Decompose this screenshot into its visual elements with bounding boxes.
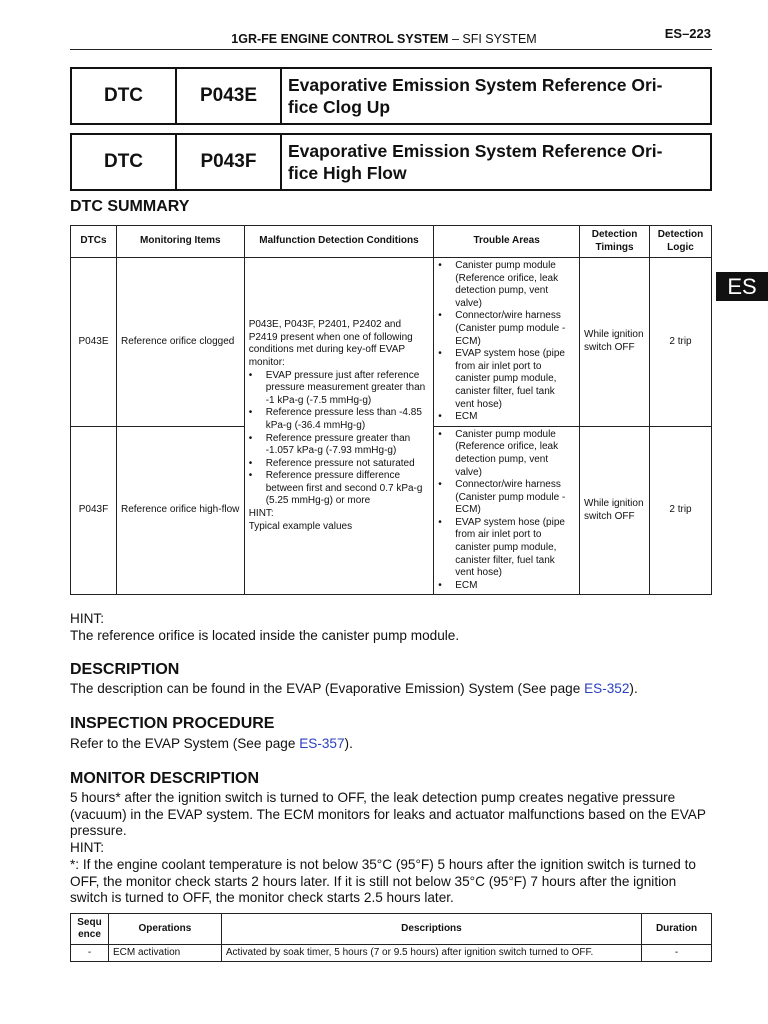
monitor-hint-text: *: If the engine coolant temperature is not below 35°C (95°F) 5 hours after the ignition switch is turned to OFF, the monitor check starts 2 hours later. If it is still not below 35°C (95°F) 7 hours after the ignition switch is turned to OFF, the monitor check starts 2.5 hours later. [70,857,696,905]
inspection-text-part: Refer to the EVAP System (See page [70,736,300,751]
column-header: Operations [108,914,221,945]
page-reference-link[interactable]: ES-352 [584,681,630,696]
hint-text: The reference orifice is located inside the canister pump module. [70,627,460,643]
description-text [70,681,715,698]
page-number: ES–223 [664,26,711,41]
column-header: Detection Timings [580,226,650,258]
dtc-title-box [70,133,712,191]
detection-logic-cell: 2 trip [649,426,711,595]
header-subsection: SFI SYSTEM [462,32,537,46]
dtc-summary-table [70,225,712,595]
column-header: Trouble Areas [434,226,580,258]
trouble-areas-list [438,429,575,593]
description-cell: Activated by soak timer, 5 hours (7 or 9.5 hours) after ignition switch turned to OFF. [221,945,641,962]
list-item: • Reference pressure greater than -1.057 kPa-g (-7.93 mmHg-g) [249,433,430,458]
trouble-areas-cell [434,258,580,427]
dtc-title-line: fice Clog Up [288,97,391,117]
trouble-areas-cell [434,426,580,595]
column-header: Duration [642,914,712,945]
dtc-title-line: Evaporative Emission System Reference Ori- [288,141,663,161]
duration-cell: - [642,945,712,962]
table-header-row [71,226,712,258]
dtc-code: P043E [176,68,281,124]
description-title: DESCRIPTION [70,661,180,678]
header-rule [70,49,712,50]
column-header: Detection Logic [649,226,711,258]
list-item: • Reference pressure not saturated [249,458,430,471]
dtc-code: P043F [176,134,281,190]
hint-block [70,611,715,644]
detection-logic-cell: 2 trip [649,258,711,427]
column-header: DTCs [71,226,117,258]
list-item: • EVAP pressure just after reference pressure measurement greater than -1 kPa-g (-7.5 mmHg-g) [249,370,430,408]
conditions-list [249,370,430,509]
list-item: • Canister pump module (Reference orifice, leak detection pump, vent valve) [438,429,575,479]
dtc-title-line: fice High Flow [288,163,407,183]
column-header: Monitoring Items [116,226,244,258]
inspection-text-part: ). [344,736,353,751]
monitoring-item-cell: Reference orifice clogged [116,258,244,427]
header-dash: – [451,32,459,46]
list-item: • Connector/wire harness (Canister pump module - ECM) [438,479,575,517]
column-header: Descriptions [221,914,641,945]
list-item: • Canister pump module (Reference orifice, leak detection pump, vent valve) [438,260,575,310]
hint-label: HINT: [70,611,104,626]
monitor-text: 5 hours* after the ignition switch is turned to OFF, the leak detection pump creates negative pressure (vacuum) in the EVAP system. The ECM monitors for leaks and actuator malfunctions based on the EVAP pressure. [70,790,706,838]
list-item: • ECM [438,580,575,593]
table-header-row [71,914,712,945]
running-header [0,32,768,46]
dtc-title-box [70,67,712,125]
header-section-title: 1GR-FE ENGINE CONTROL SYSTEM [231,32,449,46]
operation-cell: ECM activation [108,945,221,962]
dtc-label: DTC [71,134,176,190]
column-header: Malfunction Detection Conditions [244,226,434,258]
inspection-title: INSPECTION PROCEDURE [70,715,275,732]
dtc-title [281,134,711,190]
dtc-title [281,68,711,124]
inspection-text [70,736,715,753]
dtc-cell: P043E [71,258,117,427]
table-row [71,945,712,962]
dtc-summary-title: DTC SUMMARY [70,198,190,215]
conditions-hint-label: HINT: [248,508,274,520]
detection-timing-cell: While ignition switch OFF [580,258,650,427]
monitor-table [70,913,712,962]
column-header: Sequ ence [71,914,109,945]
detection-conditions-cell [244,258,434,595]
dtc-label: DTC [71,68,176,124]
monitoring-item-cell: Reference orifice high-flow [116,426,244,595]
conditions-intro: P043E, P043F, P2401, P2402 and P2419 present when one of following conditions met during key-off EVAP monitor: [248,319,413,368]
monitor-title: MONITOR DESCRIPTION [70,770,260,787]
list-item: • EVAP system hose (pipe from air inlet port to canister pump module, canister filter, fuel tank vent hose) [438,348,575,411]
list-item: • Connector/wire harness (Canister pump module - ECM) [438,310,575,348]
dtc-title-line: Evaporative Emission System Reference Ori- [288,75,663,95]
description-text-part: The description can be found in the EVAP (Evaporative Emission) System (See page [70,681,585,696]
detection-timing-cell: While ignition switch OFF [580,426,650,595]
list-item: • ECM [438,411,575,424]
dtc-cell: P043F [71,426,117,595]
section-tab: ES [716,272,768,301]
description-text-part: ). [629,681,638,696]
conditions-hint-text: Typical example values [248,520,353,532]
list-item: • EVAP system hose (pipe from air inlet port to canister pump module, canister filter, fuel tank vent hose) [438,517,575,580]
table-row [71,258,712,427]
list-item: • Reference pressure less than -4.85 kPa-g (-36.4 mmHg-g) [249,407,430,432]
monitor-hint-label: HINT: [70,840,104,855]
sequence-cell: - [71,945,109,962]
trouble-areas-list [438,260,575,424]
page-reference-link[interactable]: ES-357 [299,736,345,751]
list-item: • Reference pressure difference between first and second 0.7 kPa-g (5.25 mmHg-g) or more [249,470,430,508]
